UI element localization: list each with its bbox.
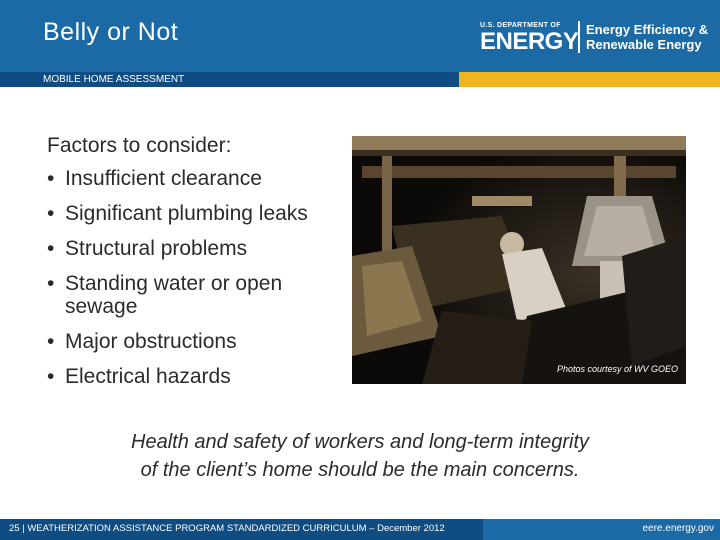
list-item: • Structural problems [47, 237, 357, 260]
footer-curriculum-text: 25 | WEATHERIZATION ASSISTANCE PROGRAM STANDARDIZED CURRICULUM – December 2012 [9, 523, 445, 534]
factors-heading: Factors to consider: [47, 134, 232, 157]
key-statement [60, 428, 660, 484]
logo-eere-line2: Renewable Energy [586, 37, 702, 52]
logo-divider [578, 21, 580, 53]
photo-caption: Photos courtesy of WV GOEO [556, 364, 678, 374]
footer-url: eere.energy.gov [642, 523, 714, 534]
logo-department-text: U.S. DEPARTMENT OF [480, 22, 561, 29]
factors-list [47, 167, 357, 388]
doe-eere-logo [480, 18, 710, 58]
key-statement-line1: Health and safety of workers and long-term integrity [131, 431, 589, 453]
logo-eere-line1: Energy Efficiency & [586, 22, 709, 37]
list-item: • Major obstructions [47, 330, 357, 353]
list-item: • Electrical hazards [47, 365, 357, 388]
section-band-accent [459, 72, 720, 87]
section-label: MOBILE HOME ASSESSMENT [43, 74, 185, 85]
crawlspace-photo [352, 136, 686, 384]
key-statement-line2: of the client’s home should be the main concerns. [140, 459, 580, 481]
logo-energy-text: ENERGY [480, 28, 579, 55]
list-item: • Standing water or open sewage [47, 272, 357, 318]
list-item: • Insufficient clearance [47, 167, 357, 190]
list-item: • Significant plumbing leaks [47, 202, 357, 225]
factors-list-block [47, 132, 357, 400]
logo-eere-text [586, 22, 708, 52]
crawlspace-photo-drawing [352, 136, 686, 384]
slide-title: Belly or Not [43, 18, 179, 46]
